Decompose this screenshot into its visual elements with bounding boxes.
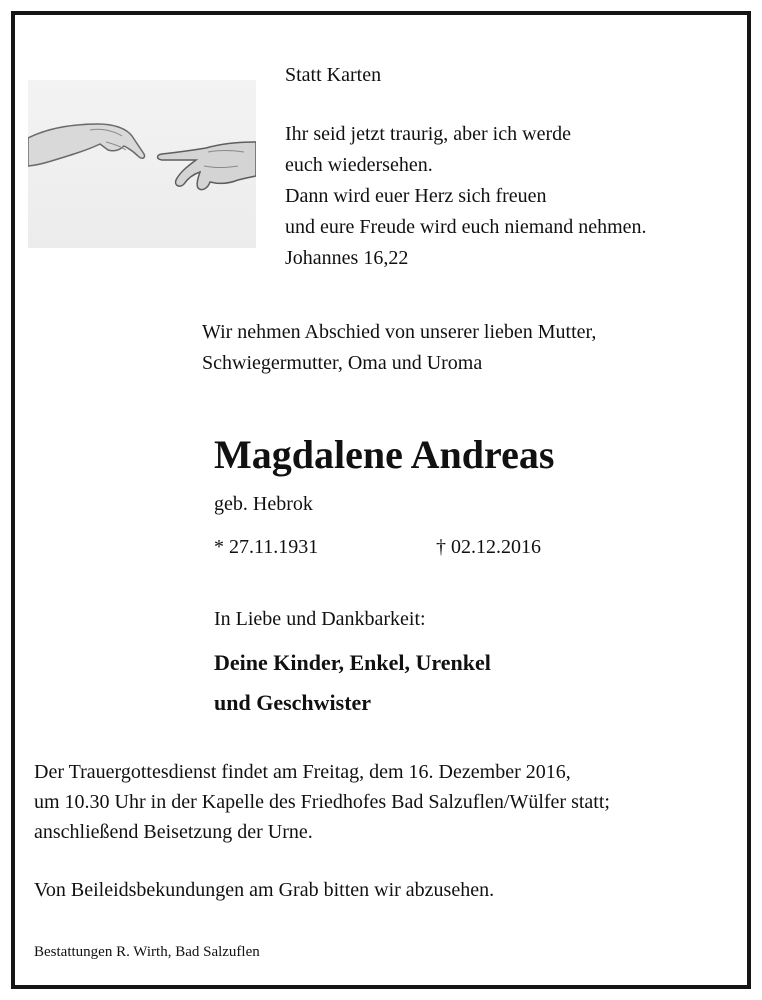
gratitude-line: In Liebe und Dankbarkeit: — [214, 608, 426, 630]
service-line-1: Der Trauergottesdienst findet am Freitag, dem 16. Dezember 2016, — [34, 761, 571, 783]
family-line-1: Deine Kinder, Enkel, Urenkel — [214, 650, 491, 675]
verse-line-3: Dann wird euer Herz sich freuen — [285, 185, 547, 207]
verse-line-2: euch wiedersehen. — [285, 154, 433, 176]
intro-line-2: Schwiegermutter, Oma und Uroma — [202, 352, 483, 374]
death-date: † 02.12.2016 — [436, 536, 541, 558]
undertaker: Bestattungen R. Wirth, Bad Salzuflen — [34, 944, 260, 960]
verse-line-1: Ihr seid jetzt traurig, aber ich werde — [285, 123, 571, 145]
intro-line-1: Wir nehmen Abschied von unserer lieben Mutter, — [202, 321, 597, 343]
deceased-name: Magdalene Andreas — [214, 432, 555, 477]
header-text: Statt Karten — [285, 64, 382, 86]
service-line-2: um 10.30 Uhr in der Kapelle des Friedhofes Bad Salzuflen/Wülfer statt; — [34, 791, 610, 813]
condolence-note: Von Beileidsbekundungen am Grab bitten wir abzusehen. — [34, 879, 495, 901]
verse-reference: Johannes 16,22 — [285, 247, 409, 269]
service-line-3: anschließend Beisetzung der Urne. — [34, 821, 313, 843]
touching-hands-icon — [28, 80, 256, 248]
maiden-name: geb. Hebrok — [214, 493, 313, 515]
family-line-2: und Geschwister — [214, 690, 372, 715]
verse-line-4: und eure Freude wird euch niemand nehmen. — [285, 216, 647, 238]
birth-date: * 27.11.1931 — [214, 536, 319, 558]
